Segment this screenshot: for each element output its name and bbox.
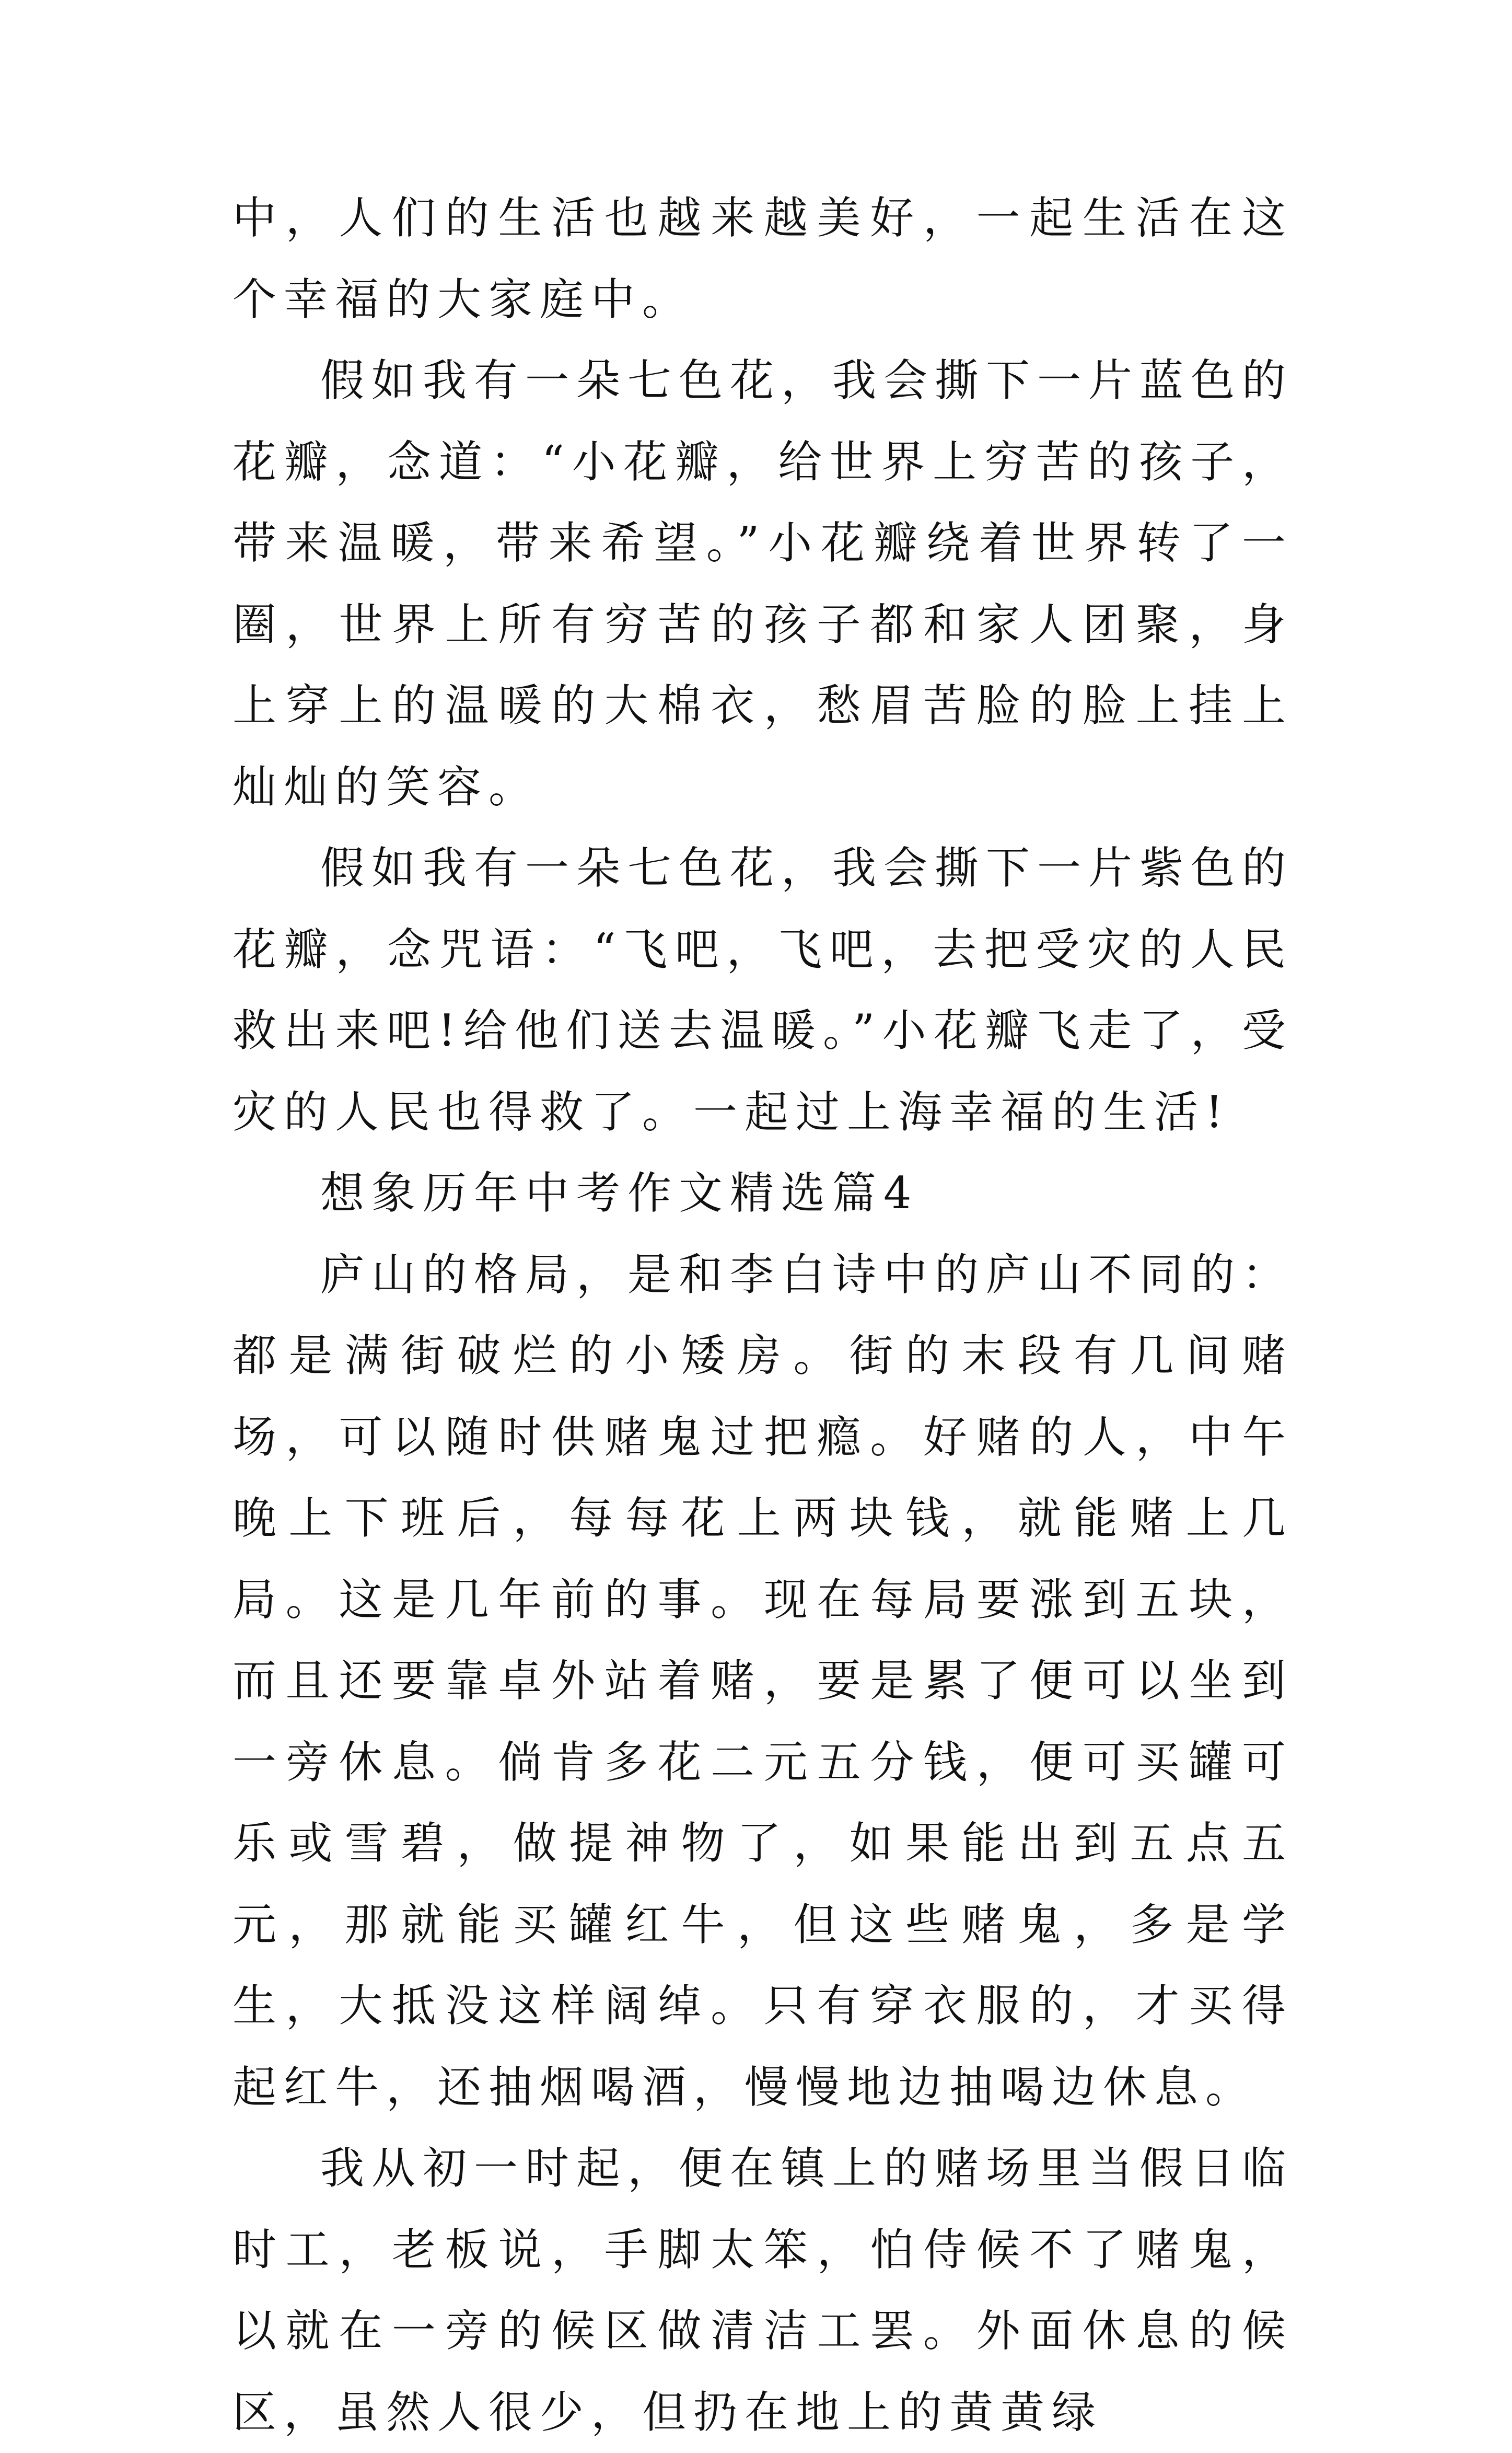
document-body bbox=[232, 178, 1293, 2453]
paragraph-temp-worker: 我从初一时起，便在镇上的赌场里当假日临时工，老板说，手脚太笨，怕侍候不了赌鬼，以就在一旁的候区做清洁工罢。外面休息的候区，虽然人很少，但扔在地上的黄黄绿 bbox=[232, 2143, 1294, 2438]
paragraph-continuation: 中，人们的生活也越来越美好，一起生活在这个幸福的大家庭中。 bbox=[232, 192, 1293, 325]
section-heading: 想象历年中考作文精选篇4 bbox=[320, 1167, 919, 1219]
paragraph-purple-petal: 假如我有一朵七色花，我会撕下一片紫色的花瓣，念咒语：“飞吧，飞吧，去把受灾的人民救出来吧!给他们送去温暖。”小花瓣飞走了，受灾的人民也得救了。一起过上海幸福的生活! bbox=[232, 842, 1294, 1138]
paragraph-blue-petal: 假如我有一朵七色花，我会撕下一片蓝色的花瓣，念道：“小花瓣，给世界上穷苦的孩子，带来温暖，带来希望。”小花瓣绕着世界转了一圈，世界上所有穷苦的孩子都和家人团聚，身上穿上的温暖的大棉衣，愁眉苦脸的脸上挂上灿灿的笑容。 bbox=[232, 355, 1294, 813]
paragraph-lushan: 庐山的格局，是和李白诗中的庐山不同的：都是满街破烂的小矮房。街的末段有几间赌场，可以随时供赌鬼过把瘾。好赌的人，中午晚上下班后，每每花上两块钱，就能赌上几局。这是几年前的事。现在每局要涨到五块，而且还要靠卓外站着赌，要是累了便可以坐到一旁休息。倘肯多花二元五分钱，便可买罐可乐或雪碧，做提神物了，如果能出到五点五元，那就能买罐红牛，但这些赌鬼，多是学生，大抵没这样阔绰。只有穿衣服的，才买得起红牛，还抽烟喝酒，慢慢地边抽喝边休息。 bbox=[232, 1248, 1294, 2113]
